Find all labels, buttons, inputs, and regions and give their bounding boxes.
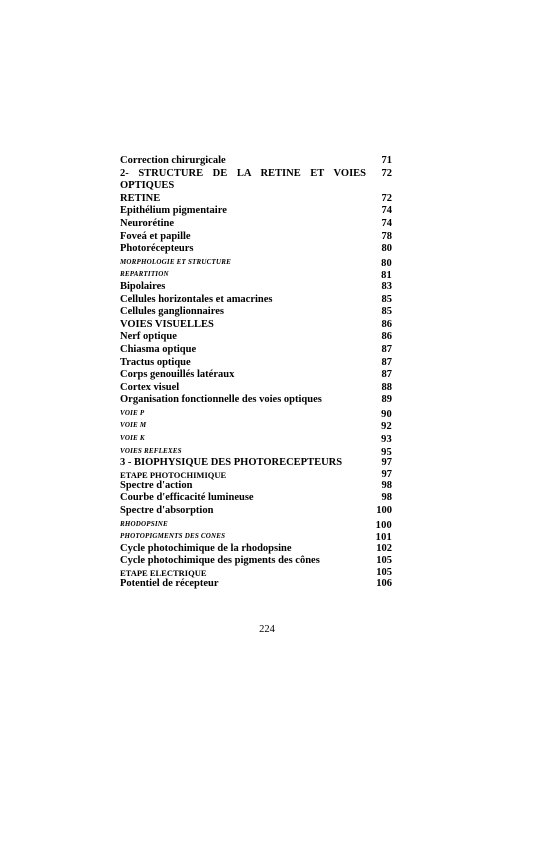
toc-entry [120, 231, 392, 244]
toc-entry-title: Courbe d'efficacité lumineuse [120, 492, 254, 504]
toc-subentry [120, 445, 392, 458]
toc-entry-page: 90 [381, 408, 392, 420]
toc-entry [120, 193, 392, 206]
toc-entry-page: 105 [376, 555, 392, 567]
toc-entry-page: 97 [381, 457, 392, 469]
toc-entry-page: 97 [381, 468, 392, 480]
toc-entry-page: 101 [375, 532, 392, 544]
toc-entry-page: 86 [381, 331, 392, 343]
toc-entry-title: ETAPE ELECTRIQUE [120, 568, 207, 578]
toc-entry-title: Cellules horizontales et amacrines [120, 293, 273, 305]
toc-entry-title: 2- STRUCTURE DE LA RETINE ET VOIES OPTIQUES [120, 167, 366, 192]
toc-entry-page: 106 [376, 578, 392, 589]
toc-entry-title: VOIES VISUELLES [120, 318, 214, 330]
toc-entry-page: 74 [381, 217, 392, 229]
toc-entry [120, 155, 392, 168]
toc-entry [120, 394, 392, 407]
table-of-contents [120, 155, 392, 591]
toc-subentry [120, 530, 392, 543]
toc-entry-title: Spectre d'action [120, 479, 193, 491]
toc-entry [120, 344, 392, 357]
toc-entry-title: Potentiel de récepteur [120, 578, 219, 589]
toc-entry-title: Cycle photochimique des pigments des cônes [120, 555, 320, 567]
toc-entry-page: 93 [381, 434, 392, 446]
toc-entry-title: Neurorétine [120, 217, 175, 229]
toc-entry-page: 98 [381, 479, 392, 491]
toc-entry [120, 168, 392, 193]
toc-subentry [120, 470, 392, 480]
toc-subentry [120, 432, 392, 445]
toc-entry [120, 331, 392, 344]
toc-entry-page: 105 [376, 567, 392, 578]
toc-entry [120, 505, 392, 518]
toc-entry [120, 480, 392, 493]
toc-subentry [120, 419, 392, 432]
toc-entry [120, 578, 392, 591]
toc-entry-title: MORPHOLOGIE ET STRUCTURE [120, 257, 231, 266]
toc-entry [120, 294, 392, 307]
toc-entry-page: 89 [381, 394, 392, 406]
toc-subentry [120, 256, 392, 269]
toc-entry-page: 100 [376, 505, 392, 517]
toc-entry-title: Cellules ganglionnaires [120, 306, 224, 318]
toc-entry-title: RETINE [120, 192, 161, 204]
toc-entry-title: RHODOPSINE [120, 519, 168, 528]
toc-entry-title: ETAPE PHOTOCHIMIQUE [120, 469, 227, 480]
toc-entry-page: 85 [381, 293, 392, 305]
toc-entry-page: 87 [381, 356, 392, 368]
toc-entry-page: 83 [381, 280, 392, 292]
toc-entry-page: 74 [381, 205, 392, 217]
toc-entry-title: 3 - BIOPHYSIQUE DES PHOTORECEPTEURS [120, 457, 343, 469]
toc-entry-page: 87 [381, 343, 392, 355]
toc-entry-page: 81 [381, 270, 392, 282]
toc-entry [120, 382, 392, 395]
toc-entry-title: PHOTOPIGMENTS DES CONES [120, 532, 226, 541]
toc-entry-title: REPARTITION [120, 270, 169, 279]
toc-entry-title: VOIE M [120, 421, 147, 430]
toc-entry-page: 72 [381, 192, 392, 204]
toc-entry-page: 80 [381, 257, 392, 269]
toc-subentry [120, 268, 392, 281]
page-number: 224 [259, 624, 275, 635]
toc-entry-title: Organisation fonctionnelle des voies optiques [120, 394, 322, 406]
toc-entry-page: 92 [381, 421, 392, 433]
toc-entry-title: Bipolaires [120, 280, 166, 292]
toc-entry-page: 95 [381, 446, 392, 458]
toc-entry-page: 102 [376, 542, 392, 554]
toc-entry-title: Epithélium pigmentaire [120, 205, 227, 217]
toc-entry-title: Chiasma optique [120, 343, 197, 355]
toc-entry-title: VOIE K [120, 434, 145, 443]
toc-entry-page: 86 [381, 318, 392, 330]
toc-entry-page: 71 [381, 155, 392, 166]
toc-entry-page: 72 [381, 167, 392, 179]
toc-subentry [120, 568, 392, 578]
toc-entry-title: Correction chirurgicale [120, 155, 226, 166]
toc-entry [120, 243, 392, 256]
toc-entry-page: 87 [381, 369, 392, 381]
toc-entry-title: VOIES REFLEXES [120, 446, 182, 455]
toc-entry-title: VOIE P [120, 408, 145, 417]
toc-entry [120, 543, 392, 556]
toc-entry [120, 319, 392, 332]
toc-entry [120, 218, 392, 231]
toc-entry-page: 100 [375, 519, 392, 531]
toc-entry [120, 555, 392, 568]
toc-entry-title: Corps genouillés latéraux [120, 369, 235, 381]
toc-entry [120, 492, 392, 505]
toc-entry-title: Foveá et papille [120, 230, 191, 242]
toc-entry [120, 205, 392, 218]
toc-entry [120, 281, 392, 294]
toc-entry [120, 369, 392, 382]
toc-entry-title: Nerf optique [120, 331, 177, 343]
toc-entry-page: 78 [381, 230, 392, 242]
toc-entry-title: Tractus optique [120, 356, 191, 368]
toc-subentry [120, 518, 392, 531]
toc-entry-title: Cycle photochimique de la rhodopsine [120, 542, 292, 554]
toc-subentry [120, 407, 392, 420]
toc-entry-title: Spectre d'absorption [120, 505, 214, 517]
toc-entry [120, 457, 392, 470]
toc-entry-title: Cortex visuel [120, 381, 180, 393]
toc-entry-page: 88 [381, 381, 392, 393]
toc-entry [120, 357, 392, 370]
toc-entry-title: Photorécepteurs [120, 243, 194, 255]
toc-entry-page: 80 [381, 243, 392, 255]
toc-entry-page: 85 [381, 306, 392, 318]
toc-entry [120, 306, 392, 319]
toc-entry-page: 98 [381, 492, 392, 504]
